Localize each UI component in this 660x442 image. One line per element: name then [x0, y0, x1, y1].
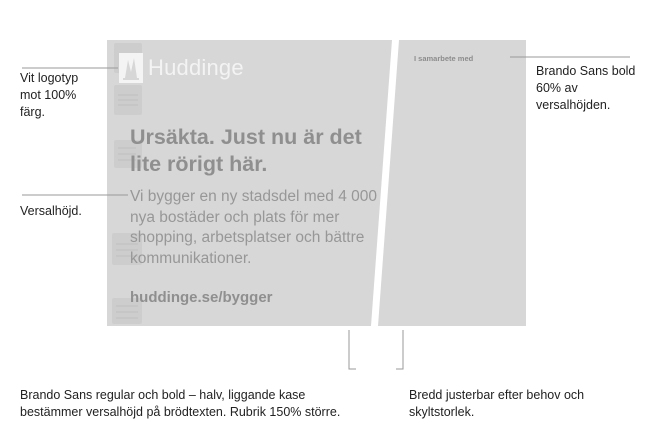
brand-name: Huddinge — [148, 55, 244, 80]
bottom-font-note: Brando Sans regular och bold – halv, liggande kase bestämmer versalhöjd på brödtexten. Rubrik 150% större. — [20, 388, 341, 419]
leader-bracket-left — [349, 330, 356, 369]
sign-left-panel — [107, 40, 394, 326]
logo-note: Vit logotyp mot 100% färg. — [20, 71, 79, 119]
leader-bracket-right — [396, 330, 403, 369]
cooperation-label: I samarbete med — [414, 54, 474, 63]
right-font-note: Brando Sans bold 60% av versalhöjden. — [536, 64, 636, 112]
cap-height-note: Versalhöjd. — [20, 204, 82, 218]
sign-headline: Ursäkta. Just nu är det lite rörigt här. — [130, 125, 362, 176]
sign-right-panel — [390, 40, 526, 326]
sign-url: huddinge.se/bygger — [130, 289, 273, 306]
sign-body-text: Vi bygger en ny stadsdel med 4 000 nya bostäder och plats för mer shopping, arbetsplatser och bättre kommunikationer. — [130, 188, 378, 268]
huddinge-crest-logo-icon — [119, 53, 143, 83]
width-note: Bredd justerbar efter behov och skyltstorlek. — [409, 388, 585, 419]
